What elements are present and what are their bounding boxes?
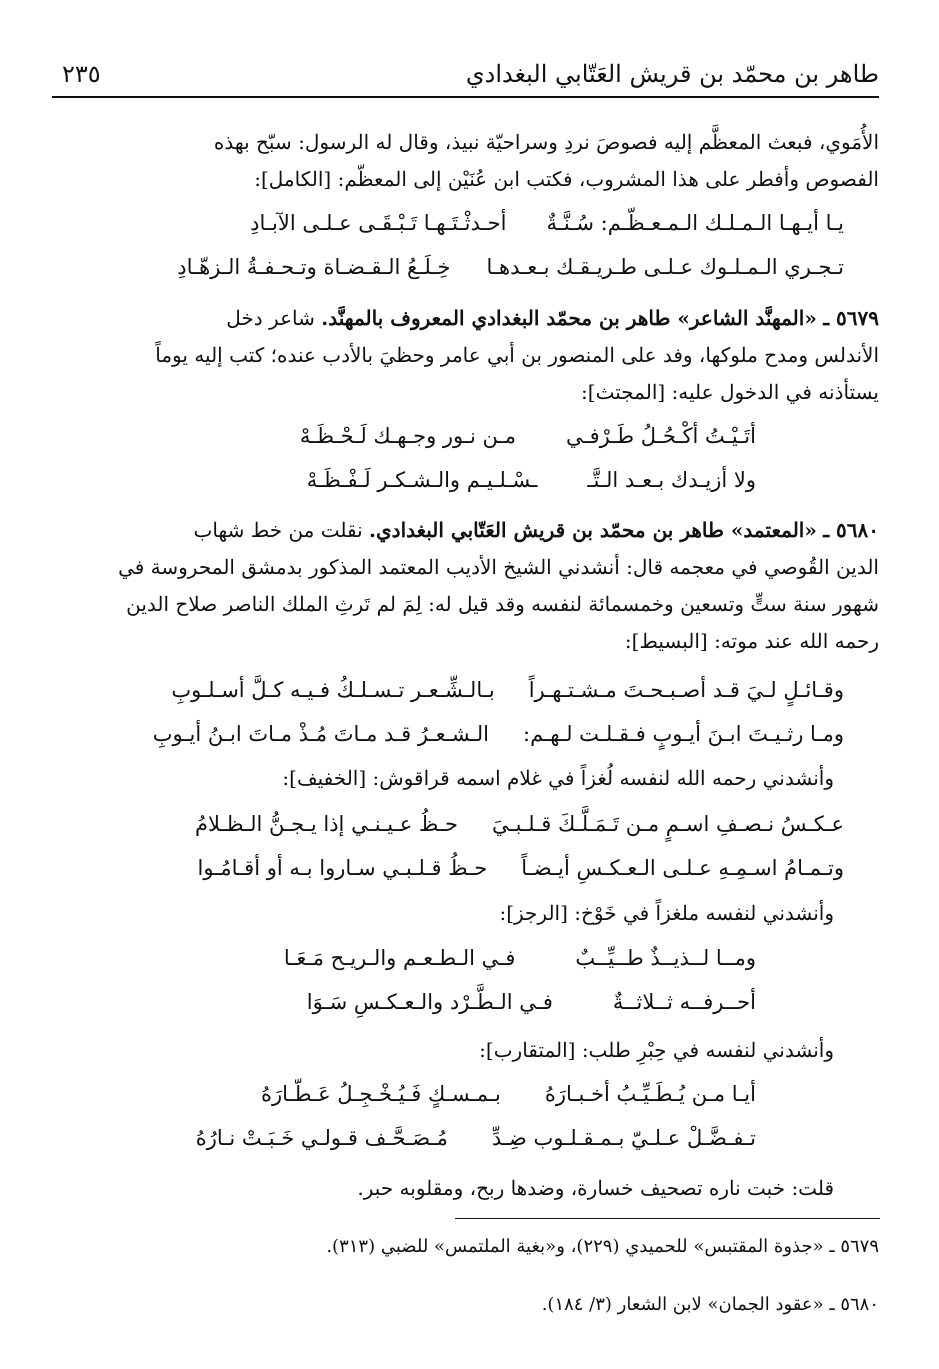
verse-second-hemistich: مُـصَـحَّـف قـولـي خَـبَـتْ نـارُهُ — [195, 1126, 448, 1150]
verse-second-hemistich: بـمـسـكٍ فَـيُـخْـجِـلُ عَـطّـارَهُ — [261, 1082, 501, 1106]
verse-line — [284, 940, 756, 976]
paragraph-line: شهور سنة ستٍّ وتسعين وخمسمائة لنفسه وقد قيل له: لِمَ لم تَرثِ الملك الناصر صلاح الدين — [126, 592, 879, 616]
verse-line — [196, 1120, 756, 1156]
verse-second-hemistich: مـن نـور وجـهـك لَـحْـظَـهْ — [299, 424, 516, 448]
verse-first-hemistich: أيـا مـن يُـطَـيِّـبُ أخـبـارَهُ — [544, 1082, 756, 1106]
verse-line — [300, 418, 756, 454]
paragraph-line: الدين القُوصي في معجمه قال: أنشدني الشيخ الأديب المعتمد المذكور بدمشق المحروسة في — [118, 555, 879, 579]
verse-first-hemistich: تـجـري الـمـلـوك عـلـى طـريـقـك بـعـدهـا — [486, 255, 844, 279]
paragraph-line: الفصوص وأفطر على هذا المشروب، فكتب ابن عُنَيْن إلى المعظّم: [الكامل]: — [254, 167, 879, 191]
paragraph-line: الأندلس ومدح ملوكها، وفد على المنصور بن أبي عامر وحظيَ بالأدب عنده؛ كتب إليه يوماً — [155, 343, 879, 367]
verse-line — [195, 806, 844, 842]
entry-name: «المعتمد» طاهر بن محمّد بن قريش العَتّابي البغدادي. — [369, 518, 817, 542]
verse-line — [177, 249, 844, 285]
verse-line — [171, 672, 844, 708]
verse-first-hemistich: ولا أزيـدك بـعـد الـتَّـ — [587, 468, 756, 492]
entry-number: ٥٦٧٩ ـ — [823, 306, 879, 330]
page-number: ٢٣٥ — [62, 60, 101, 88]
verse-first-hemistich: وقـائـلٍ لـيَ قـد أصـبـحـتَ مـشـتـهـراً — [528, 678, 844, 702]
entry-heading-line — [51, 300, 879, 336]
running-title: طاهر بن محمّد بن قريش العَتّابي البغدادي — [465, 60, 879, 88]
footnote: ٥٦٨٠ ـ «عقود الجمان» لابن الشعار (٣/ ١٨٤). — [541, 1294, 879, 1315]
footnote-rule — [455, 1218, 880, 1219]
verse-second-hemistich: فـي الـطَّـرْد والـعـكـسِ سَـوَا — [306, 990, 553, 1014]
verse-line — [250, 205, 844, 241]
verse-first-hemistich: عـكـسُ نـصـفِ اسـمٍ مـن تَـمَـلَّـكَ قـلـبـيَ — [491, 812, 844, 836]
paragraph-line: وأنشدني رحمه الله لنفسه لُغزاً في غلام اسمه قراقوش: [الخفيف]: — [282, 766, 834, 790]
running-header — [52, 54, 879, 98]
verse-second-hemistich: فـي الـطـعـم والـريـح مَـعَـا — [283, 946, 516, 970]
paragraph-line: وأنشدني لنفسه في حِبْرِ طلب: [المتقارب]: — [479, 1038, 834, 1062]
entry-text: شاعر دخل — [226, 306, 315, 330]
entry-number: ٥٦٨٠ ـ — [823, 518, 879, 542]
verse-second-hemistich: أحـدثْـتَـهـا تَـبْـقَـى عـلـى الآبـادِ — [250, 211, 507, 235]
verse-second-hemistich: بـالـشِّـعـر تـسـلـكُ فـيـه كـلَّ أسـلـوبِ — [171, 678, 495, 702]
paragraph-line: الأُمَوي، فبعث المعظَّم إليه فصوصَ نردِ وسراحيّة نبيذ، وقال له الرسول: سبّح بهذه — [213, 130, 879, 154]
verse-second-hemistich: ـسْـلـيـم والـشـكـر لَـفْـظَـهْ — [306, 468, 538, 492]
verse-line — [307, 462, 756, 498]
verse-first-hemistich: تـفـضَّـلْ عـلـيّ بـمـقـلـوب ضِـدِّ — [491, 1126, 756, 1150]
verse-second-hemistich: حـظُ عـيـنـي إذا يـجـنُّ الـظـلامُ — [195, 812, 458, 836]
verse-line — [153, 716, 844, 752]
entry-heading-line — [51, 512, 879, 548]
verse-line — [198, 850, 844, 886]
verse-first-hemistich: يـا أيـهـا الـمـلـك الـمـعـظّـم: سُـنَّـةٌ — [546, 211, 844, 235]
verse-second-hemistich: خِـلَـعُ الـقـضـاة وتـحـفـةُ الـزهّـادِ — [177, 255, 451, 279]
paragraph-line: يستأذنه في الدخول عليه: [المجتث]: — [581, 380, 879, 404]
footnote: ٥٦٧٩ ـ «جذوة المقتبس» للحميدي (٢٢٩)، و«بغية الملتمس» للضبي (٣١٣). — [326, 1236, 879, 1257]
verse-first-hemistich: ومـا رثـيـتَ ابـنَ أيـوبٍ فـقـلـت لـهـم: — [523, 722, 844, 746]
paragraph-line: قلت: خبت ناره تصحيف خسارة، وضدها ربح، ومقلوبه حبر. — [357, 1176, 834, 1200]
verse-first-hemistich: أتَـيْـتُ أكْـحُـلُ طَـرْفـي — [565, 424, 756, 448]
verse-first-hemistich: أحــرفــه ثــلاثــةٌ — [612, 990, 756, 1014]
entry-name: «المهنَّد الشاعر» طاهر بن محمّد البغدادي المعروف بالمهنَّد. — [321, 306, 817, 330]
entry-text: نقلت من خط شهاب — [193, 518, 363, 542]
paragraph-line: رحمه الله عند موته: [البسيط]: — [624, 629, 879, 653]
verse-first-hemistich: ومــا لــذيــذٌ طــيِّــبٌ — [575, 946, 756, 970]
verse-line — [307, 984, 756, 1020]
verse-first-hemistich: وتـمـامُ اسـمِـهِ عـلـى الـعـكـسِ أيـضـاً — [521, 856, 844, 880]
verse-second-hemistich: الـشـعـرُ قـد مـاتَ مُـذْ مـاتَ ابـنُ أيـوبِ — [152, 722, 490, 746]
paragraph-line: وأنشدني لنفسه ملغزاً في خَوْخ: [الرجز]: — [499, 901, 834, 925]
verse-second-hemistich: حـظُ قـلـبـي سـاروا بـه أو أقـامُـوا — [197, 856, 488, 880]
header-rule — [52, 96, 879, 98]
verse-line — [261, 1076, 756, 1112]
